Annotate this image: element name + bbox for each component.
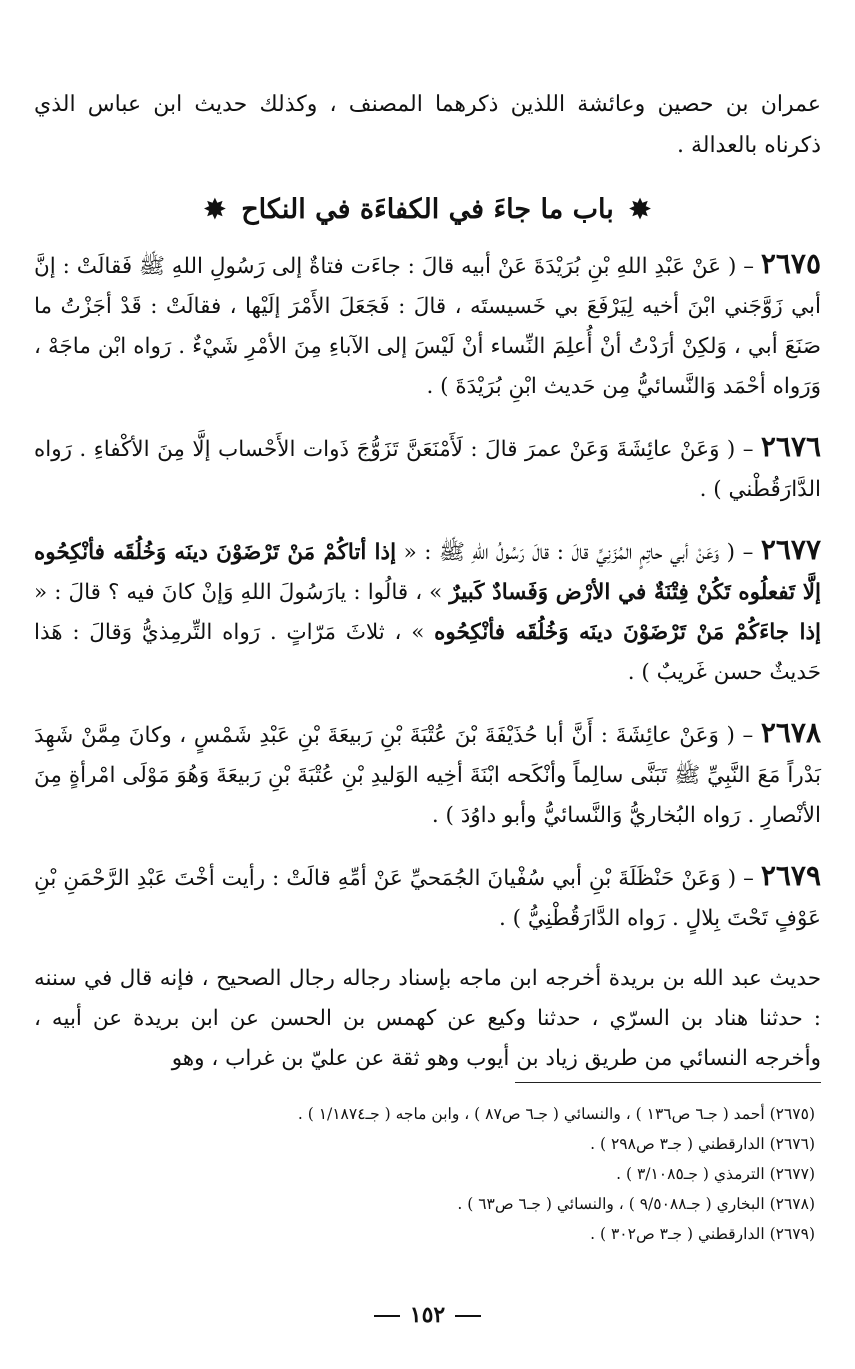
commentary-paragraph: حديث عبد الله بن بريدة أخرجه ابن ماجه بإسناد رجاله رجال الصحيح ، فإنه قال في سننه : حدثنا هناد بن السرّي ، حدثنا وكيع عن كهمس بن الحسن عن ابن بريدة عن أبيه ، وأخرجه النسائي من طريق زياد بن أيوب وهو ثقة عن عليّ بن غراب ، وهو — [34, 966, 821, 1071]
hadith-number: ٢٦٧٦ — [760, 430, 822, 463]
hadith-text: » ، قالُوا : يارَسُولَ اللهِ وَإنْ كانَ فيه ؟ قالَ : « — [34, 580, 450, 605]
star-ornament-icon: ✸ — [204, 195, 226, 225]
footnote: (٢٦٧٨) البخاري ( جـ٩/٥٠٨٨ ) ، والنسائي ( جـ٦ ص٦٣ ) . — [457, 1195, 815, 1213]
hadith-text: ( وَعَنْ حَنْظَلَةَ بْنِ أبي سُفْيانَ الجُمَحيِّ عَنْ أمِّهِ قالَتْ : رأيت أخْتَ عَبْدِ الرَّحْمَنِ بْنِ عَوْفٍ تَحْتَ بِلالٍ . رَواه الدَّارَقُطْنِيُّ ) . — [34, 866, 821, 931]
footnotes — [35, 1099, 815, 1249]
hadith-number: ٢٦٧٩ — [760, 859, 821, 892]
footnote: (٢٦٧٩) الدارقطني ( جـ٣ ص٣٠٢ ) . — [590, 1225, 815, 1243]
hadith-quote-bold: إذا جاءَكُمْ مَنْ تَرْضَوْنَ دينَه وَخُلُقَه فأنْكِحُوه — [434, 620, 821, 645]
hadith-2675 — [34, 244, 821, 407]
footnote: (٢٦٧٥) أحمد ( جـ٦ ص١٣٦ ) ، والنسائي ( جـ٦ ص٨٧ ) ، وابن ماجه ( جـ١/١٨٧٤ ) . — [297, 1105, 815, 1123]
hadith-number: ٢٦٧٥ — [760, 247, 821, 280]
chapter-title: باب ما جاءَ في الكفاءَة في النكاح — [241, 194, 614, 225]
folio-dash — [455, 1315, 481, 1317]
intro-paragraph: عمران بن حصين وعائشة اللذين ذكرهما المصنف ، وكذلك حديث ابن عباس الذي ذكرناه بالعدالة . — [34, 92, 821, 158]
hadith-separator: – — [736, 254, 761, 279]
hadith-text: ( وَعَنْ عائِشَةَ وَعَنْ عمرَ قالَ : لَأَمْنَعَنَّ تَزَوُّجَ ذَوات الأَحْساب إلَّا مِنَ الأكْفاءِ . رَواه الدَّارَقُطْني ) . — [34, 437, 821, 502]
star-ornament-icon: ✸ — [629, 195, 651, 225]
hadith-separator: – — [734, 723, 761, 748]
hadith-separator: – — [735, 540, 761, 565]
hadith-text: ( عَنْ عَبْدِ اللهِ بْنِ بُرَيْدَةَ عَنْ أبيه قالَ : جاءَت فتاةٌ إلى رَسُولِ اللهِ ﷺ فَقالَتْ : إنَّ أبي زَوَّجَني ابْنَ أخيه لِيَرْفَعَ بي خَسيستَه ، قالَ : فَجَعَلَ الأَمْرَ إلَيْها ، فقالَتْ : قَدْ أجَزْتُ ما صَنَعَ أبي ، وَلكِنْ أرَدْتُ أنْ أُعلِمَ النِّساء أنْ لَيْسَ إلى الآباءِ مِنَ الأمْرِ شَيْءٌ . رَواه ابْن ماجَهْ ، وَرَواه أحْمَد وَالنَّسائيُّ مِن حَديث ابْنِ بُرَيْدَةَ ) . — [34, 254, 821, 399]
hadith-quote-bold: إذا أتاكُمْ مَنْ تَرْضَوْنَ دينَه وَخُلُقَه فأنْكِحُوه إلَّا تَفعلُوه تَكُنْ فِتْنَةٌ في الأرْض وَفَسادٌ كَبيرٌ — [34, 540, 821, 605]
hadith-2676 — [34, 427, 821, 510]
folio-dash — [374, 1315, 400, 1317]
page-number-text: ١٥٢ — [409, 1302, 446, 1328]
hadith-text: » ، ثلاثَ مَرّاتٍ . رَواه التِّرمِذيُّ وَقالَ : هَذا حَديثٌ حسن غَريبٌ ) . — [34, 620, 821, 685]
hadith-separator: – — [735, 437, 761, 462]
footnote: (٢٦٧٧) الترمذي ( جـ٣/١٠٨٥ ) . — [616, 1165, 815, 1183]
chapter-heading — [34, 190, 821, 230]
hadith-separator: – — [736, 866, 761, 891]
hadith-number: ٢٦٧٨ — [760, 716, 821, 749]
hadith-text: ( وَعَنْ أبي حاتِمٍ المُزَنِيِّ قالَ : قالَ رَسُولُ اللهِ ﷺ : « — [396, 540, 736, 565]
hadith-number: ٢٦٧٧ — [760, 533, 821, 566]
hadith-2679 — [34, 856, 821, 939]
hadith-2678 — [34, 713, 821, 836]
footnote: (٢٦٧٦) الدارقطني ( جـ٣ ص٢٩٨ ) . — [590, 1135, 815, 1153]
hadith-text: ( وَعَنْ عائِشَةَ : أَنَّ أبا حُذَيْفَةَ بْنَ عُتْبَةَ بْنِ رَبيعَةَ بْنِ عَبْدِ شَمْسٍ ، وكانَ مِمَّنْ شَهِدَ بَدْراً مَعَ النَّبِيِّ ﷺ تَبَنَّى سالِماً وأنْكَحه ابْنَةَ أخِيه الوَليدِ بْنِ عُتْبَةَ بْنِ رَبيعَةَ وَهُوَ مَوْلَى امْرأةٍ مِنَ الأنْصارِ . رَواه البُخاريُّ وَالنَّسائيُّ وأبو داوُدَ ) . — [34, 723, 821, 828]
page-number — [0, 1302, 855, 1328]
footnote-divider — [515, 1082, 821, 1083]
hadith-2677 — [34, 530, 821, 693]
